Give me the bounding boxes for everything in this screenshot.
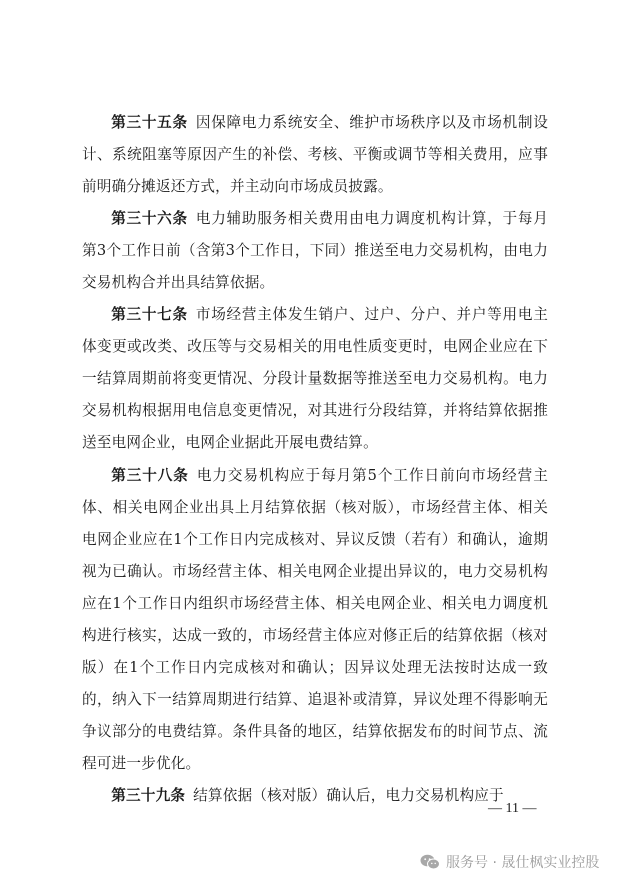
article-39 bbox=[82, 780, 548, 812]
article-36 bbox=[82, 203, 548, 299]
article-text: 市场经营主体发生销户、过户、分户、并户等用电主体变更或改类、改压等与交易相关的用电性质变更时，电网企业应在下一结算周期前将变更情况、分段计量数据等推送至电力交易机构。电力交易机构根据用电信息变更情况，对其进行分段结算，并将结算依据推送至电网企业，电网企业据此开展电费结算。 bbox=[82, 306, 548, 452]
article-number: 第三十九条 bbox=[111, 786, 186, 804]
watermark-text: 服务号 · 晟仕枫实业控股 bbox=[446, 855, 600, 871]
article-35 bbox=[82, 107, 548, 203]
article-38 bbox=[82, 460, 548, 780]
article-text: 电力辅助服务相关费用由电力调度机构计算，于每月第3个工作日前（含第3个工作日，下同）推送至电力交易机构，由电力交易机构合并出具结算依据。 bbox=[82, 210, 548, 292]
article-text: 因保障电力系统安全、维护市场秩序以及市场机制设计、系统阻塞等原因产生的补偿、考核、平衡或调节等相关费用，应事前明确分摊返还方式，并主动向市场成员披露。 bbox=[82, 114, 548, 196]
watermark bbox=[420, 852, 599, 872]
article-text: 电力交易机构应于每月第5个工作日前向市场经营主体、相关电网企业出具上月结算依据（核对版），市场经营主体、相关电网企业应在1个工作日内完成核对、异议反馈（若有）和确认，逾期视为已确认。市场经营主体、相关电网企业提出异议的，电力交易机构应在1个工作日内组织市场经营主体、相关电网企业、相关电力调度机构进行核实，达成一致的，市场经营主体应对修正后的结算依据（核对版）在1个工作日内完成核对和确认；因异议处理无法按时达成一致的，纳入下一结算周期进行结算、追退补或清算，异议处理不得影响无争议部分的电费结算。条件具备的地区，结算依据发布的时间节点、流程可进一步优化。 bbox=[82, 466, 548, 772]
document-body bbox=[82, 107, 548, 812]
article-text: 结算依据（核对版）确认后，电力交易机构应于 bbox=[193, 786, 504, 804]
article-number: 第三十五条 bbox=[111, 114, 188, 131]
page-number: — 11 — bbox=[488, 801, 537, 816]
article-37 bbox=[82, 299, 548, 459]
article-number: 第三十七条 bbox=[111, 306, 188, 324]
article-number: 第三十八条 bbox=[111, 466, 189, 484]
wechat-icon bbox=[420, 854, 440, 870]
article-number: 第三十六条 bbox=[111, 210, 188, 228]
